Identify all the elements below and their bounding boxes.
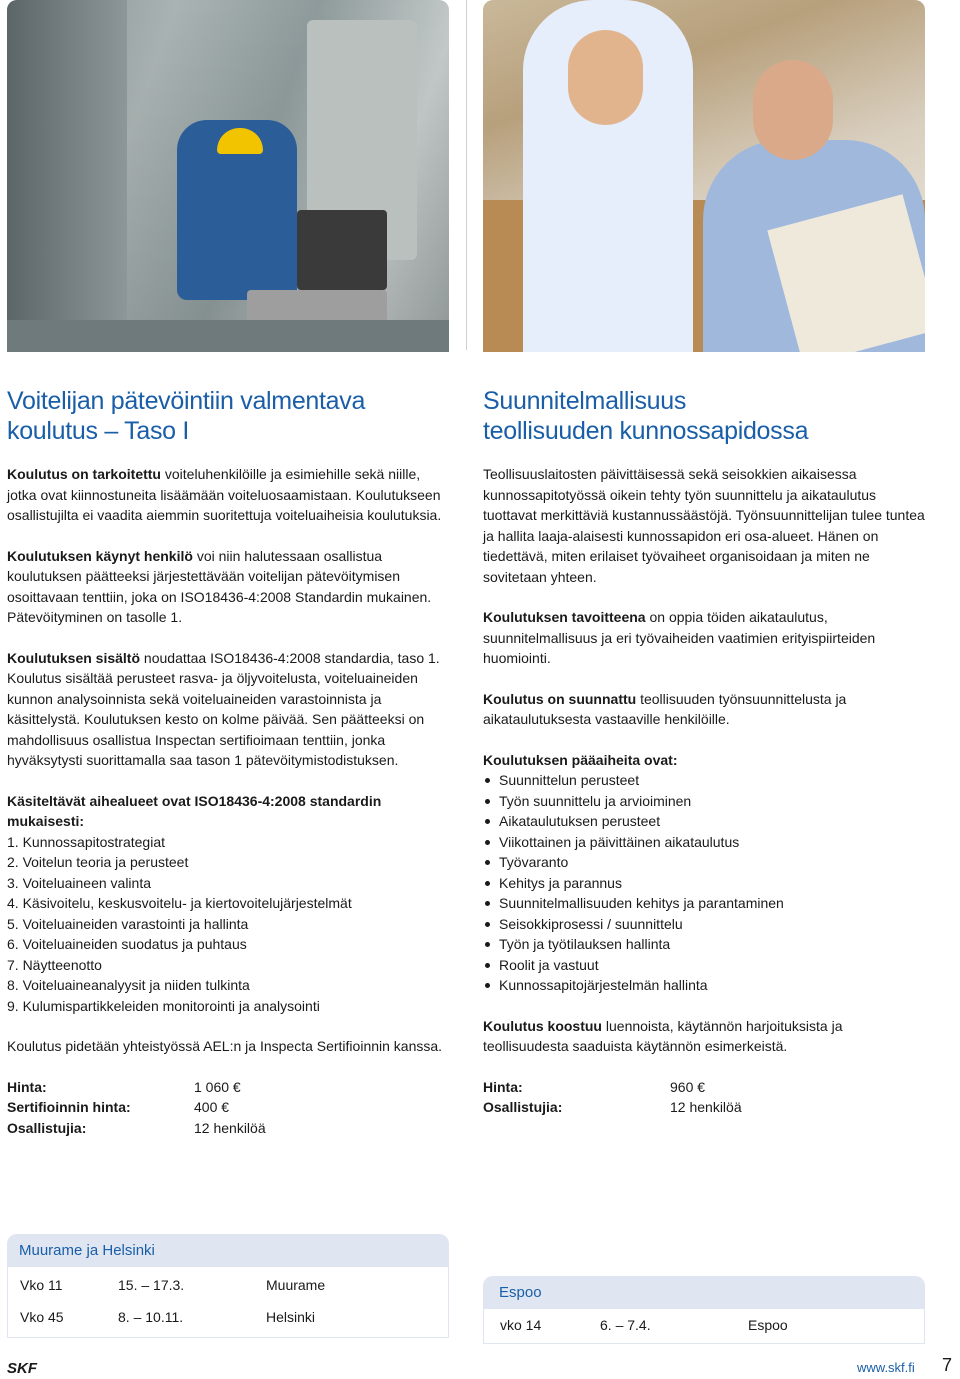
photo-technician-machine [7, 0, 449, 352]
left-prices [7, 1077, 452, 1139]
left-p1-bold: Koulutus on tarkoitettu [7, 466, 161, 482]
photo-two-men-plans [483, 0, 925, 352]
left-content-paragraph [7, 648, 452, 771]
left-title-line1: Voitelijan pätevöintiin valmentava [7, 387, 366, 415]
list-item: 7. Näytteenotto [7, 956, 102, 973]
left-topics-heading: Käsiteltävät aihealueet ovat ISO18436-4:2008 standardin mukaisesti: [7, 792, 382, 829]
left-title-line2: koulutus – Taso I [7, 417, 190, 445]
right-title [483, 386, 928, 446]
left-p3-bold: Koulutuksen sisältö [7, 649, 141, 666]
list-item: Viikottainen ja päivittäinen aikataulutus [499, 832, 928, 853]
table-row: Vko 11 15. – 17.3. Muurame [20, 1277, 326, 1293]
right-schedule [483, 1276, 925, 1344]
price-row: Hinta: 960 € [483, 1078, 706, 1095]
right-intro-paragraph: Teollisuuslaitosten päivittäisessä sekä seisokkien aikaisessa kunnossapitotyössä oikein tehty työn suunnittelu ja aikataulutus tuottavat merkittäviä kustannussäästöjä. Työnsuunnittelijan tulee tuntea ja hallita laaja-alaisesti kunnossapidon eri osa-alueet. Hänen on tiedettävä, miten erilaiset työvaiheet organisoidaan ja miten ne sovitetaan yhteen. [483, 466, 925, 585]
left-intro-paragraph [7, 464, 452, 526]
price-row: Osallistujia: 12 henkilöä [483, 1099, 742, 1115]
left-topics-list [7, 832, 452, 1017]
price-row: Sertifioinnin hinta: 400 € [7, 1099, 230, 1115]
list-item: Aikataulutuksen perusteet [499, 811, 928, 832]
list-item: Suunnitelmallisuuden kehitys ja parantaminen [499, 893, 928, 914]
list-item: Roolit ja vastuut [499, 955, 928, 976]
left-column [7, 0, 452, 1138]
left-p1-text: voiteluhenkilöille ja esimiehille sekä niille, jotka ovat kiinnostuneita lisäämään voiteluosaamistaan. Koulutukseen osallistujilta ei vaadita aiemmin suoritettuja voiteluaiheisia koulutuksia. [7, 466, 442, 523]
list-item: Kehitys ja parannus [499, 873, 928, 894]
schedule-title: Espoo [483, 1276, 925, 1309]
right-goal-paragraph: Koulutuksen tavoitteena on oppia töiden aikataulutus, suunnitelmallisuus ja eri työvaiheiden vaatimien erityispiirteiden huomiointi. [483, 609, 876, 666]
right-format-paragraph: Koulutus koostuu luennoista, käytännön harjoituksista ja teollisuudesta saaduista käytännön esimerkeistä. [483, 1017, 843, 1054]
left-schedule [7, 1234, 449, 1338]
list-item: 2. Voitelun teoria ja perusteet [7, 854, 189, 870]
right-topics-heading: Koulutuksen pääaiheita ovat: [483, 751, 678, 768]
list-item: 3. Voiteluaineen valinta [7, 874, 151, 891]
list-item: Suunnittelun perusteet [499, 770, 928, 791]
footer-url-link[interactable]: www.skf.fi [857, 1360, 915, 1375]
svg-text:SKF: SKF [7, 1360, 37, 1374]
list-item: 9. Kulumispartikkeleiden monitorointi ja analysointi [7, 997, 320, 1014]
left-p2-text: voi niin halutessaan osallistua koulutuksen päätteeksi järjestettävään voitelijan pätevöitymisen osoittavaan tenttiin, joka on ISO18436-4:2008 Standardin mukainen. Pätevöityminen on tasolle 1. [7, 547, 432, 625]
left-partner-paragraph: Koulutus pidetään yhteistyössä AEL:n ja Inspecta Sertifioinnin kanssa. [7, 1038, 443, 1054]
list-item: Työvaranto [499, 852, 928, 873]
left-exam-paragraph [7, 546, 452, 628]
list-item: 5. Voiteluaineiden varastointi ja hallinta [7, 915, 249, 932]
list-item: 8. Voiteluaineanalyysit ja niiden tulkinta [7, 977, 250, 993]
schedule-title: Muurame ja Helsinki [7, 1234, 449, 1267]
list-item: 1. Kunnossapitostrategiat [7, 833, 165, 850]
right-title-line1: Suunnitelmallisuus [483, 387, 687, 415]
price-row: Osallistujia: 12 henkilöä [7, 1119, 266, 1136]
list-item: 6. Voiteluaineiden suodatus ja puhtaus [7, 936, 247, 952]
list-item: Työn ja työtilauksen hallinta [499, 934, 928, 955]
table-row: vko 14 6. – 7.4. Espoo [500, 1317, 788, 1333]
left-p2-bold: Koulutuksen käynyt henkilö [7, 547, 193, 564]
table-row: Vko 45 8. – 10.11. Helsinki [20, 1309, 316, 1325]
price-row: Hinta: 1 060 € [7, 1078, 241, 1095]
skf-logo [7, 1360, 61, 1379]
right-prices [483, 1077, 928, 1118]
right-audience-paragraph: Koulutus on suunnattu teollisuuden työnsuunnittelusta ja aikataulutuksesta vastaaville henkilöille. [483, 690, 847, 727]
list-item: Kunnossapitojärjestelmän hallinta [499, 975, 928, 996]
column-divider [466, 0, 467, 350]
left-title [7, 386, 452, 446]
right-title-line2: teollisuuden kunnossapidossa [483, 417, 809, 445]
right-column [483, 0, 928, 1118]
list-item: Seisokkiprosessi / suunnittelu [499, 914, 928, 935]
right-topics-list [483, 770, 928, 996]
page-number: 7 [942, 1355, 953, 1375]
list-item: Työn suunnittelu ja arvioiminen [499, 791, 928, 812]
left-p3-text: noudattaa ISO18436-4:2008 standardia, taso 1. Koulutus sisältää perusteet rasva- ja öljyvoitelusta, voiteluaineiden kunnon analysoinnista sekä voiteluaineiden varastoinnista ja käsittelystä. Koulutuksen kesto on kolme päivää. Sen päätteeksi on mahdollisuus osallistua Inspectan sertifioimaan tenttiin, jonka hyväksytysti suorittamalla saa tason 1 pätevöitymistodistuksen. [7, 649, 440, 768]
list-item: 4. Käsivoitelu, keskusvoitelu- ja kiertovoitelujärjestelmät [7, 895, 352, 911]
